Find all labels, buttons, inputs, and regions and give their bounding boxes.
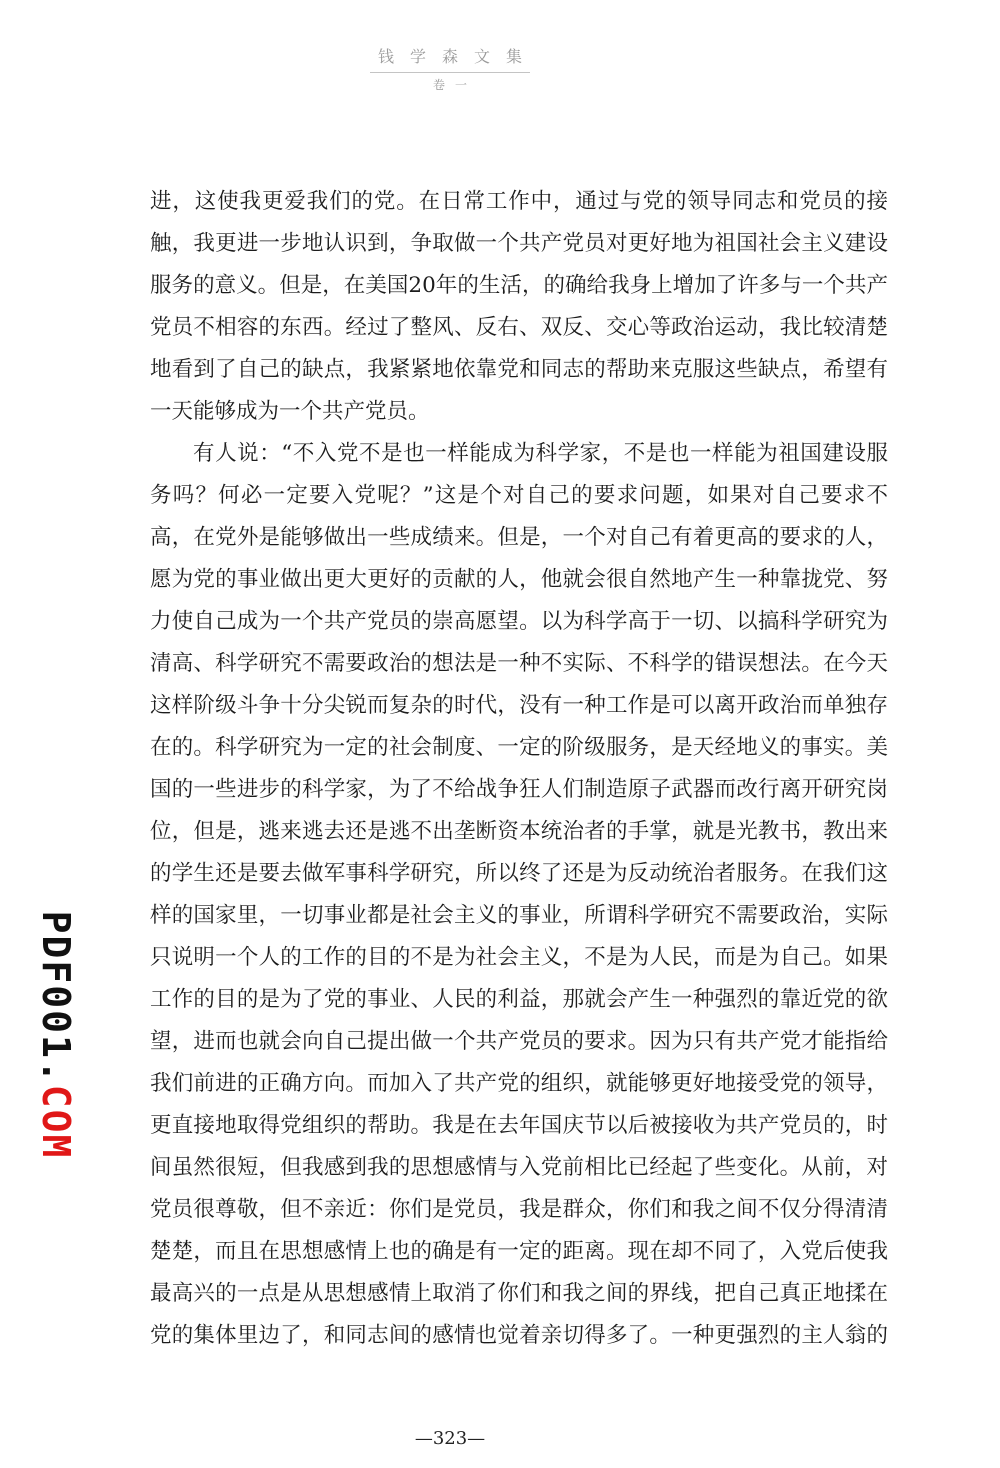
text-line: 的学生还是要去做军事科学研究，所以终了还是为反动统治者服务。在我们这 <box>150 861 888 886</box>
text-line: 我们前进的正确方向。而加入了共产党的组织，就能够更好地接受党的领导， <box>150 1071 888 1096</box>
running-header <box>0 44 900 94</box>
page-number: —323— <box>414 1428 486 1449</box>
text-line: 在的。科学研究为一定的社会制度、一定的阶级服务，是天经地义的事实。美 <box>150 735 888 760</box>
text-line: 国的一些进步的科学家，为了不给战争狂人们制造原子武器而改行离开研究岗 <box>150 777 888 802</box>
text-line: 党员不相容的东西。经过了整风、反右、双反、交心等政治运动，我比较清楚 <box>150 315 888 340</box>
book-title: 钱学森文集 <box>377 47 538 66</box>
text-line: 地看到了自己的缺点，我紧紧地依靠党和同志的帮助来克服这些缺点，希望有 <box>150 357 888 382</box>
body-text <box>150 181 888 1357</box>
text-line: 样的国家里，一切事业都是社会主义的事业，所谓科学研究不需要政治，实际 <box>150 903 888 928</box>
text-line: 一天能够成为一个共产党员。 <box>150 399 430 424</box>
text-line: 有人说：“不入党不是也一样能成为科学家，不是也一样能为祖国建设服 <box>193 441 888 466</box>
text-line: 务吗？何必一定要入党呢？”这是个对自己的要求问题，如果对自己要求不 <box>150 483 888 508</box>
text-line: 党员很尊敬，但不亲近：你们是党员，我是群众，你们和我之间不仅分得清清 <box>150 1197 888 1222</box>
text-line: 这样阶级斗争十分尖锐而复杂的时代，没有一种工作是可以离开政治而单独存 <box>150 693 888 718</box>
text-line: 间虽然很短，但我感到我的思想感情与入党前相比已经起了些变化。从前，对 <box>150 1155 888 1180</box>
text-line: 清高、科学研究不需要政治的想法是一种不实际、不科学的错误想法。在今天 <box>150 651 888 676</box>
text-line: 位，但是，逃来逃去还是逃不出垄断资本统治者的手掌，就是光教书，教出来 <box>150 819 888 844</box>
text-line: 更直接地取得党组织的帮助。我是在去年国庆节以后被接收为共产党员的，时 <box>150 1113 888 1138</box>
volume-label: 卷一 <box>432 78 477 92</box>
watermark-accent: COM <box>34 1084 78 1160</box>
site-watermark <box>34 911 78 1160</box>
text-line: 工作的目的是为了党的事业、人民的利益，那就会产生一种强烈的靠近党的欲 <box>150 987 888 1012</box>
text-line: 望，进而也就会向自己提出做一个共产党员的要求。因为只有共产党才能指给 <box>150 1029 888 1054</box>
text-line: 服务的意义。但是，在美国20年的生活，的确给我身上增加了许多与一个共产 <box>150 273 888 298</box>
text-line: 最高兴的一点是从思想感情上取消了你们和我之间的界线，把自己真正地揉在 <box>150 1281 888 1306</box>
text-line: 力使自己成为一个共产党员的崇高愿望。以为科学高于一切、以搞科学研究为 <box>150 609 888 634</box>
text-line: 愿为党的事业做出更大更好的贡献的人，他就会很自然地产生一种靠拢党、努 <box>150 567 888 592</box>
text-line: 楚楚，而且在思想感情上也的确是有一定的距离。现在却不同了，入党后使我 <box>150 1239 888 1264</box>
text-line: 高，在党外是能够做出一些成绩来。但是，一个对自己有着更高的要求的人， <box>150 525 888 550</box>
text-line: 党的集体里边了，和同志间的感情也觉着亲切得多了。一种更强烈的主人翁的 <box>150 1323 888 1348</box>
header-divider <box>370 72 530 73</box>
watermark-main: PDF001. <box>34 910 78 1085</box>
text-line: 触，我更进一步地认识到，争取做一个共产党员对更好地为祖国社会主义建设 <box>150 231 888 256</box>
text-line: 只说明一个人的工作的目的不是为社会主义，不是为人民，而是为自己。如果 <box>150 945 888 970</box>
text-line: 进，这使我更爱我们的党。在日常工作中，通过与党的领导同志和党员的接 <box>150 189 888 214</box>
